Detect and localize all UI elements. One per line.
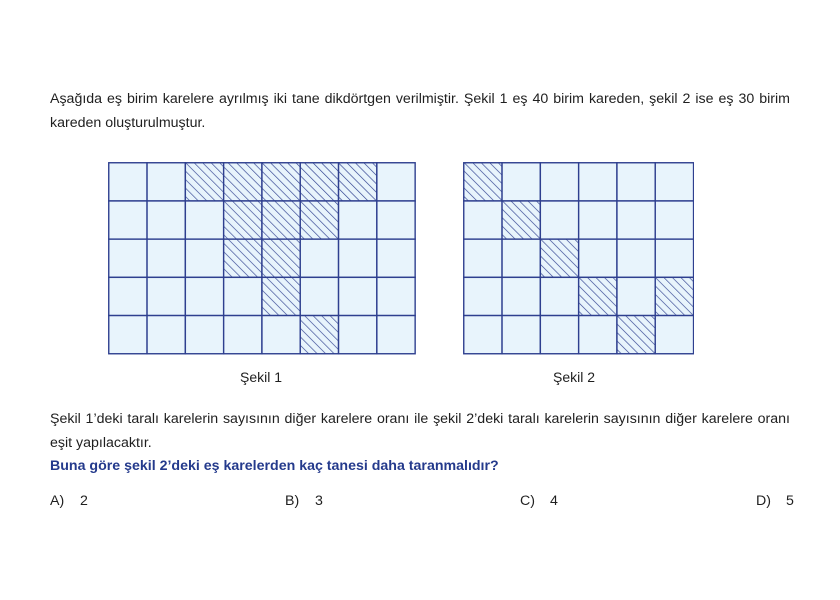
unit-cell (377, 201, 415, 239)
unit-cell (339, 316, 377, 354)
unit-cell (185, 239, 223, 277)
unit-cell (464, 239, 502, 277)
figure-1-svg (108, 162, 416, 355)
option-c-value: 4 (550, 493, 558, 509)
shaded-cell (339, 163, 377, 201)
unit-cell (540, 277, 578, 315)
unit-cell (300, 239, 338, 277)
unit-cell (109, 316, 147, 354)
unit-cell (109, 201, 147, 239)
option-b-value: 3 (315, 493, 323, 509)
unit-cell (339, 239, 377, 277)
unit-cell (502, 316, 540, 354)
unit-cell (185, 201, 223, 239)
shaded-cell (262, 201, 300, 239)
shaded-cell (655, 277, 693, 315)
unit-cell (147, 277, 185, 315)
shaded-cell (300, 163, 338, 201)
unit-cell (377, 316, 415, 354)
option-a-value: 2 (80, 493, 88, 509)
shaded-cell (502, 201, 540, 239)
option-d-letter: D) (756, 493, 771, 509)
unit-cell (464, 277, 502, 315)
unit-cell (147, 163, 185, 201)
option-c-letter: C) (520, 493, 535, 509)
unit-cell (262, 316, 300, 354)
unit-cell (147, 316, 185, 354)
unit-cell (655, 163, 693, 201)
unit-cell (109, 277, 147, 315)
unit-cell (617, 201, 655, 239)
option-a-letter: A) (50, 493, 65, 509)
unit-cell (339, 277, 377, 315)
unit-cell (147, 239, 185, 277)
unit-cell (464, 201, 502, 239)
unit-cell (377, 163, 415, 201)
unit-cell (540, 316, 578, 354)
figure-1-caption: Şekil 1 (239, 369, 283, 385)
unit-cell (224, 316, 262, 354)
unit-cell (617, 163, 655, 201)
figure-2-caption: Şekil 2 (552, 369, 596, 385)
unit-cell (224, 277, 262, 315)
unit-cell (109, 239, 147, 277)
shaded-cell (262, 239, 300, 277)
figure-1-grid (108, 162, 416, 355)
unit-cell (147, 201, 185, 239)
shaded-cell (579, 277, 617, 315)
shaded-cell (300, 316, 338, 354)
unit-cell (464, 316, 502, 354)
shaded-cell (464, 163, 502, 201)
figure-2-svg (463, 162, 694, 355)
shaded-cell (262, 277, 300, 315)
option-d-value: 5 (786, 493, 794, 509)
intro-paragraph: Aşağıda eş birim karelere ayrılmış iki tane dikdörtgen verilmiştir. Şekil 1 eş 40 birim kareden, şekil 2 ise eş 30 birim kareden oluşturulmuştur. (50, 91, 790, 131)
unit-cell (655, 316, 693, 354)
shaded-cell (224, 201, 262, 239)
option-b-letter: B) (285, 493, 300, 509)
shaded-cell (262, 163, 300, 201)
unit-cell (185, 316, 223, 354)
option-d[interactable] (756, 493, 794, 509)
option-a[interactable] (50, 493, 88, 509)
unit-cell (579, 239, 617, 277)
unit-cell (540, 201, 578, 239)
unit-cell (579, 316, 617, 354)
unit-cell (655, 239, 693, 277)
shaded-cell (617, 316, 655, 354)
unit-cell (502, 163, 540, 201)
option-c[interactable] (520, 493, 558, 509)
unit-cell (377, 239, 415, 277)
unit-cell (300, 277, 338, 315)
unit-cell (617, 239, 655, 277)
shaded-cell (185, 163, 223, 201)
shaded-cell (224, 163, 262, 201)
unit-cell (109, 163, 147, 201)
option-b[interactable] (285, 493, 323, 509)
unit-cell (579, 201, 617, 239)
unit-cell (377, 277, 415, 315)
shaded-cell (300, 201, 338, 239)
unit-cell (617, 277, 655, 315)
unit-cell (655, 201, 693, 239)
shaded-cell (224, 239, 262, 277)
unit-cell (579, 163, 617, 201)
unit-cell (502, 277, 540, 315)
question-text: Buna göre şekil 2’deki eş karelerden kaç tanesi daha taranmalıdır? (50, 458, 499, 474)
shaded-cell (540, 239, 578, 277)
unit-cell (502, 239, 540, 277)
unit-cell (185, 277, 223, 315)
figure-2-grid (463, 162, 694, 355)
unit-cell (540, 163, 578, 201)
problem-statement: Şekil 1’deki taralı karelerin sayısının diğer karelere oranı ile şekil 2’deki taralı karelerin sayısının diğer karelere oranı eşit yapılacaktır. (50, 411, 790, 451)
unit-cell (339, 201, 377, 239)
